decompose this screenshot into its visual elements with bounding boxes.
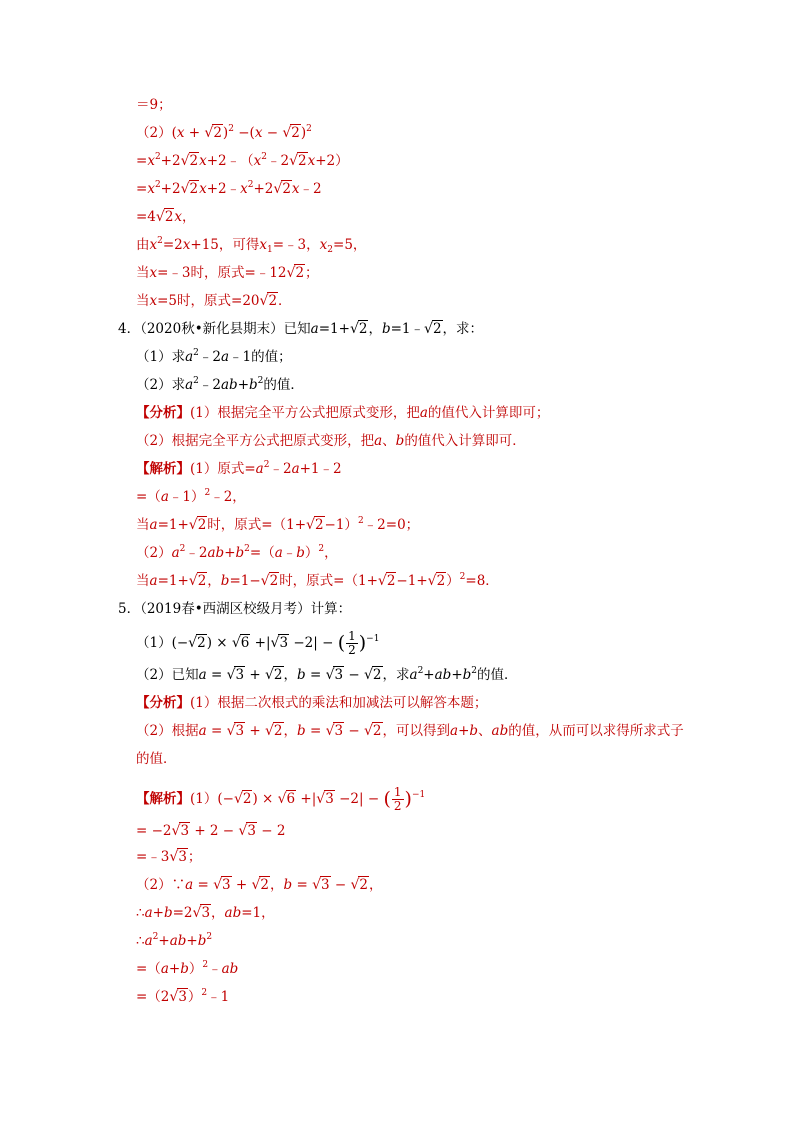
solution-line: ＝9；	[136, 97, 172, 113]
solution-line: 由$x^2=2x+15$，可得$x_1=﹣3$，$x_2=5$，	[136, 236, 367, 255]
solution-line: 当a=1+√2时，原式$=(1+√2-1)^2﹣2=0$；	[136, 516, 420, 533]
solution-line: 当a=1+√2，b=1−√2时，原式$=(1+√2-1+√2)^2=8$．	[136, 572, 499, 589]
solution-line: 当x=5时，原式=20√2．	[136, 293, 292, 309]
solution-line: 【解析】(1）原式$=a^2﹣2a+1﹣2$	[136, 460, 342, 477]
analysis-line: 的值．	[136, 751, 177, 767]
question-4-part-2: （2）求$a^2﹣2ab+b^2$的值．	[136, 376, 304, 393]
solution-line: $=(a+b)^2﹣ab$	[136, 960, 239, 977]
solution-line: $\therefore a^2+ab+b^2$	[136, 932, 213, 949]
solution-line: 【解析】(1）(−√2) × √6 +|√3 −2| − ( $\frac{1}{2}$ )$^{-1}$	[136, 785, 426, 813]
analysis-line: 【分析】(1）根据二次根式的乘法和加减法可以解答本题；	[136, 695, 488, 711]
solution-line: =﹣3√3；	[136, 849, 202, 865]
solution-line: $=x^2+2√2x+2﹣(x^2﹣2√2x+2)$	[136, 152, 349, 169]
solution-line: ∴a+b=2√3，ab=1，	[136, 905, 275, 921]
question-5-part-1: （1）(−√2) × √6 +|√3 −2| − ( $\frac{1}{2}$ )$^{-1}$	[136, 629, 380, 657]
question-5-part-2: （2）已知a = √3 + √2，b = √3 − √2，求$a^2+ab+b^2$的值．	[136, 666, 518, 683]
analysis-line: （2）根据a = √3 + √2，b = √3 − √2，可以得到a+b、ab的值，从而可以求得所求式子	[136, 723, 684, 739]
solution-line: =4√2x，	[136, 209, 196, 225]
solution-line: =（a﹣1）$^2$﹣2，	[136, 488, 246, 505]
solution-line: （2）∵a = √3 + √2，b = √3 − √2，	[136, 877, 383, 893]
question-4-header: 4．（2020秋•新化县期末）已知a=1+√2，b=1﹣√2，求：	[118, 321, 484, 337]
solution-line: $=(2√3)^2﹣1$	[136, 988, 230, 1005]
solution-line: $(2)a^2﹣2ab+b^2=(a﹣b)^2$，	[136, 544, 338, 561]
analysis-line: 【分析】(1）根据完全平方公式把原式变形，把a的值代入计算即可；	[136, 405, 550, 421]
solution-line: $(2)(x + √2)^2 -(x - √2)^2$	[136, 124, 312, 141]
analysis-line: （2）根据完全平方公式把原式变形，把a、b的值代入计算即可．	[136, 433, 526, 449]
question-5-header: 5．（2019春•西湖区校级月考）计算：	[118, 601, 352, 617]
solution-line: $=x^2+2√2x+2﹣x^2+2√2x﹣2$	[136, 180, 322, 197]
question-4-part-1: （1）求$a^2﹣2a﹣1$的值；	[136, 348, 292, 365]
solution-line: = −2√3 + 2 − √3 − 2	[136, 823, 286, 839]
solution-line: 当x=﹣3时，原式=﹣12√2；	[136, 265, 319, 281]
